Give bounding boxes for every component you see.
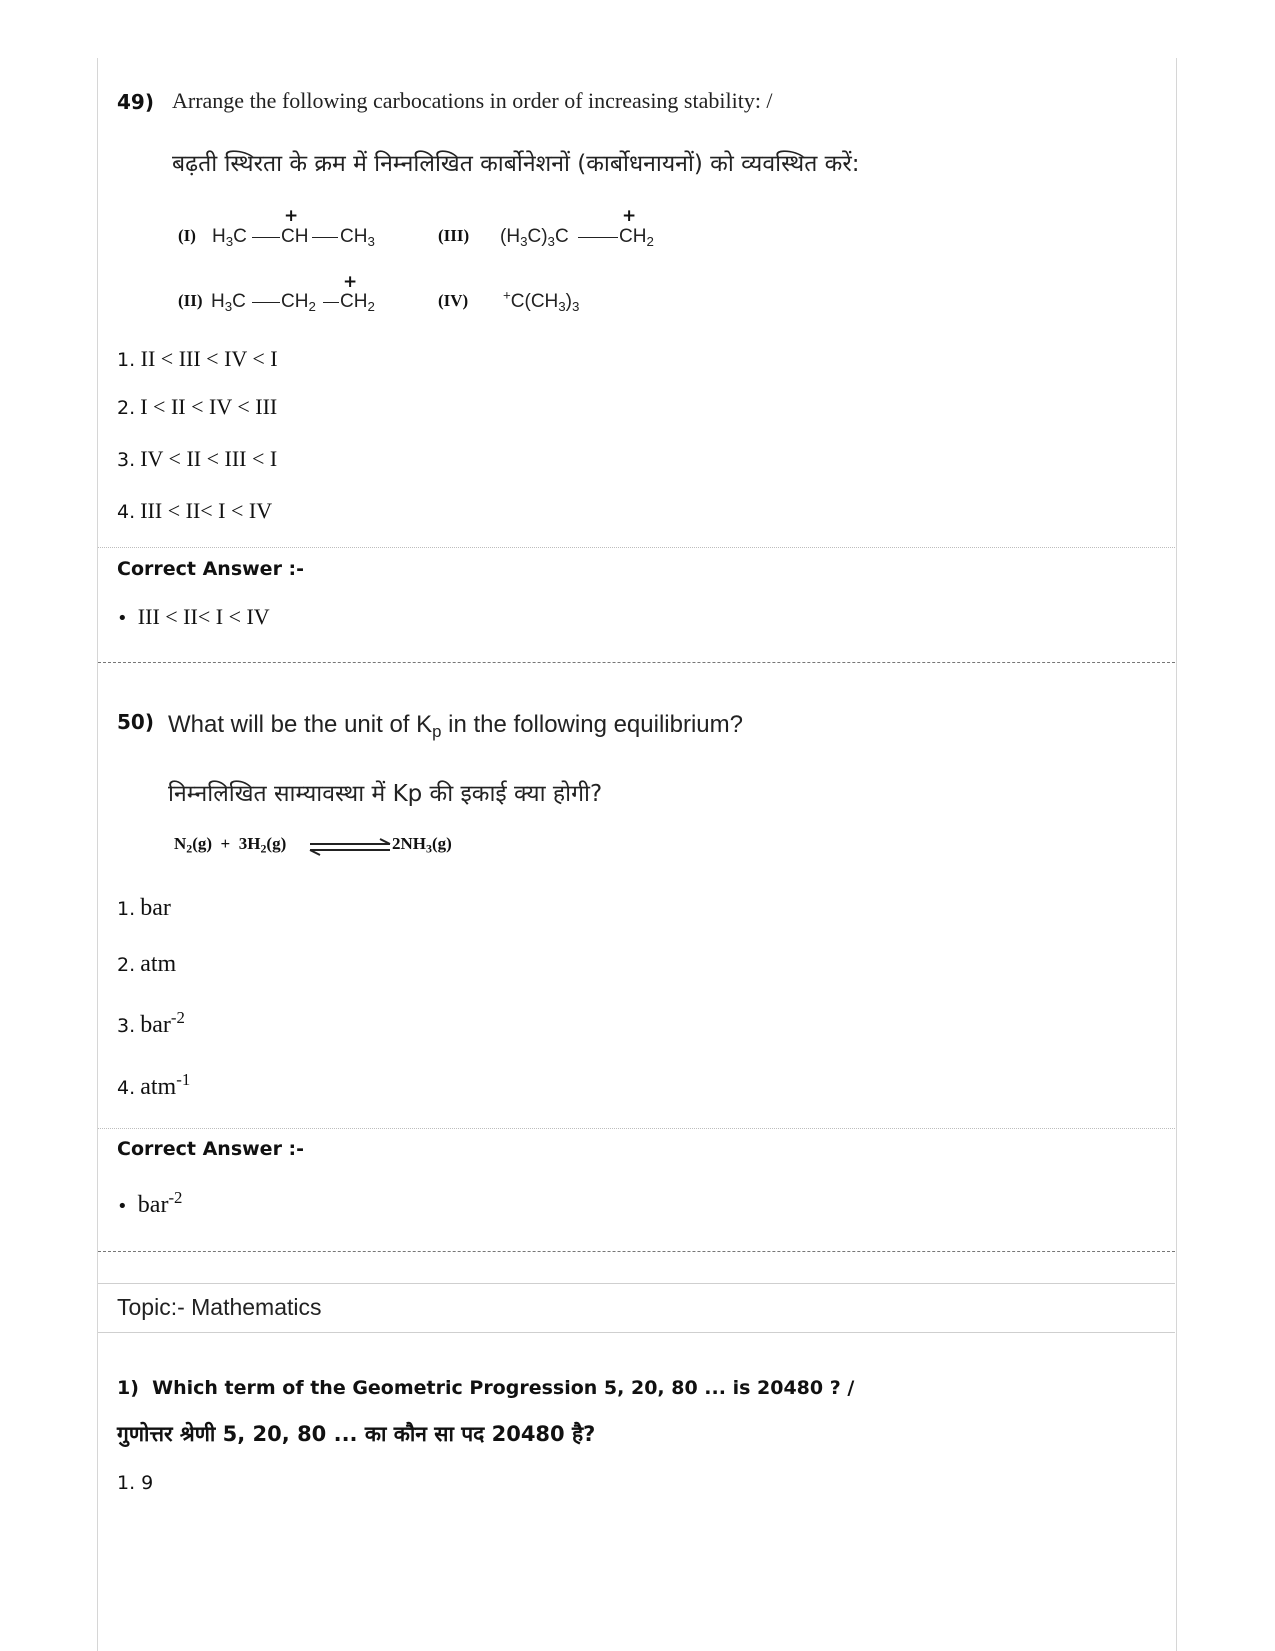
plus-charge: + xyxy=(284,206,299,226)
option-1[interactable]: 1. 9 xyxy=(117,1472,154,1494)
topic-border-top xyxy=(98,1283,1175,1284)
question-49-number: 49) xyxy=(117,90,154,114)
structure-IV-label: (IV) xyxy=(438,291,469,310)
question-50-number: 50) xyxy=(117,710,154,734)
bond-line xyxy=(312,237,338,238)
option-1[interactable]: 1. bar xyxy=(117,895,171,921)
question-49-text-hindi: बढ़ती स्थिरता के क्रम में निम्नलिखित कार्बोनेशनों (कार्बोधनायनों) को व्यवस्थित करें: xyxy=(172,151,860,177)
option-1[interactable]: 1. II < III < IV < I xyxy=(117,346,278,371)
plus-charge: + xyxy=(343,272,358,292)
structure-I-formula: $H_3C$ xyxy=(212,226,247,249)
structure-II-label: (II) xyxy=(178,291,203,310)
question-separator xyxy=(98,662,1175,663)
math-question-1-english: 1) Which term of the Geometric Progression 5, 20, 80 ... is 20480 ? / xyxy=(117,1377,855,1399)
structure-II-formula: $H_3C$ xyxy=(211,291,246,314)
equation-reactants: $N_2(g) + 3H_2(g)$ xyxy=(174,834,287,856)
structure-I-center: CH xyxy=(281,226,309,247)
structure-I-right: $CH_3$ xyxy=(340,226,375,249)
structure-II-right: $CH_2$ xyxy=(340,291,375,314)
equation-products: $2NH_3(g)$ xyxy=(392,834,452,856)
bond-line xyxy=(252,302,280,303)
option-3[interactable]: 3. IV < II < III < I xyxy=(117,446,278,471)
page-frame xyxy=(97,58,1177,1651)
topic-heading: Topic:- Mathematics xyxy=(117,1294,322,1320)
structure-III-right: $CH_2$ xyxy=(619,226,654,249)
equilibrium-arrow-icon xyxy=(308,838,392,856)
bond-line xyxy=(323,302,339,303)
structure-I-label: (I) xyxy=(178,226,196,245)
structure-III-formula: $(H_3C)_3C$ xyxy=(500,226,569,249)
math-question-1-hindi: गुणोत्तर श्रेणी 5, 20, 80 ... का कौन सा पद 20480 है? xyxy=(117,1422,596,1446)
correct-answer-label: Correct Answer :- xyxy=(117,558,305,580)
correct-answer: • III < II< I < IV xyxy=(117,604,270,629)
structure-III-label: (III) xyxy=(438,226,470,245)
structure-IV-formula: $^+C(CH_3)_3$ xyxy=(503,287,580,314)
topic-border-bottom xyxy=(98,1332,1175,1333)
divider xyxy=(98,547,1175,548)
option-2[interactable]: 2. atm xyxy=(117,951,177,977)
option-4[interactable]: 4. atm$^{-1}$ xyxy=(117,1069,191,1100)
option-4[interactable]: 4. III < II< I < IV xyxy=(117,498,273,523)
option-3[interactable]: 3. bar$^{-2}$ xyxy=(117,1007,185,1038)
bond-line xyxy=(252,237,280,238)
bond-line xyxy=(578,237,618,238)
question-50-text-english: What will be the unit of $K_p$ in the following equilibrium? xyxy=(168,711,743,742)
plus-charge: + xyxy=(622,206,637,226)
divider xyxy=(98,1128,1175,1129)
structure-II-middle: $CH_2$ xyxy=(281,291,316,314)
correct-answer-label: Correct Answer :- xyxy=(117,1138,305,1160)
question-separator xyxy=(98,1251,1175,1252)
correct-answer: • bar$^{-2}$ xyxy=(117,1187,183,1218)
question-49-text-english: Arrange the following carbocations in order of increasing stability: / xyxy=(172,88,773,113)
option-2[interactable]: 2. I < II < IV < III xyxy=(117,394,278,419)
question-50-text-hindi: निम्नलिखित साम्यावस्था में Kp की इकाई क्या होगी? xyxy=(168,781,603,807)
